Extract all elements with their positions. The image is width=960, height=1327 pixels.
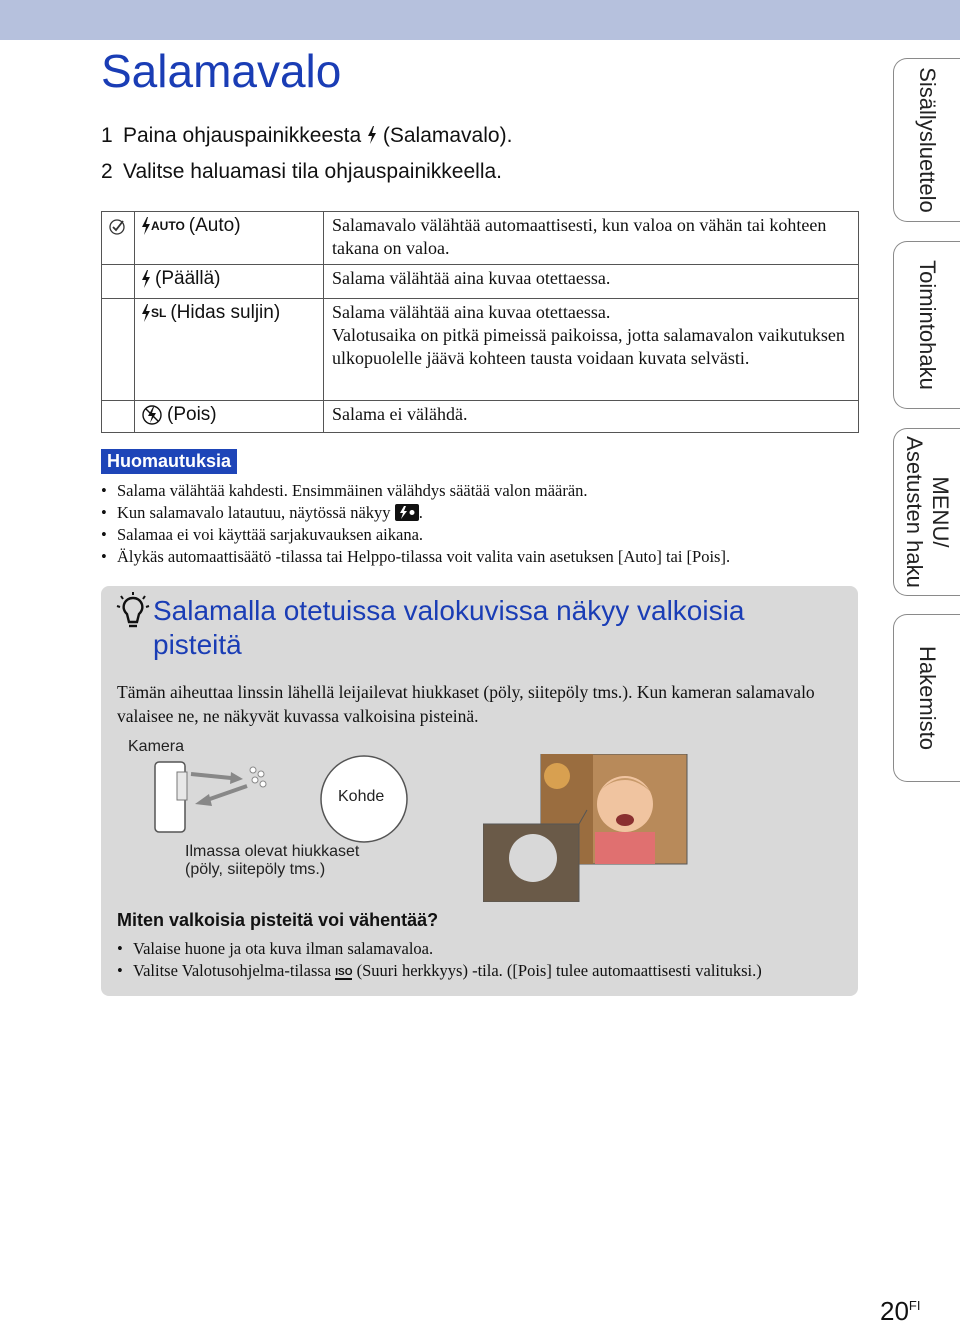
checkmark-icon bbox=[106, 216, 128, 238]
mode-label: (Pois) bbox=[167, 404, 217, 425]
table-row bbox=[102, 212, 859, 265]
lightbulb-icon bbox=[115, 592, 151, 632]
tab-label: Toimintohaku bbox=[915, 260, 940, 390]
page-language: FI bbox=[908, 1298, 921, 1313]
flash-auto-icon-text: AUTO bbox=[151, 219, 185, 233]
flash-icon bbox=[367, 126, 377, 144]
flash-charging-icon bbox=[395, 504, 419, 521]
iso-icon: ISO bbox=[335, 967, 353, 978]
tab-sisallysluettelo[interactable] bbox=[893, 58, 960, 222]
header-bar bbox=[0, 0, 960, 40]
tip-text: Tämän aiheuttaa linssin lähellä leijailevat hiukkaset (pöly, siitepöly tms.). Kun kameran salamavalo valaisee ne, ne näkyvät kuvassa valkoisina pisteinä. bbox=[117, 682, 815, 726]
list-item: • Salama välähtää kahdesti. Ensimmäinen välähdys säätää valon määrän. bbox=[101, 480, 730, 502]
flash-on-icon bbox=[141, 270, 151, 288]
table-row bbox=[102, 401, 859, 433]
page-number-value: 20 bbox=[880, 1296, 909, 1326]
flash-light-arrows bbox=[187, 762, 267, 810]
list-item-text: Valitse Valotusohjelma-tilassa bbox=[133, 961, 332, 980]
step-1 bbox=[101, 124, 512, 148]
tab-label: Sisällysluettelo bbox=[915, 67, 940, 213]
step-number: 1 bbox=[101, 124, 113, 147]
list-item bbox=[117, 960, 762, 984]
list-item: • Valaise huone ja ota kuva ilman salamavaloa. bbox=[117, 938, 762, 960]
mode-desc: Salamavalo välähtää automaattisesti, kun valoa on vähän tai kohteen takana on valoa. bbox=[324, 212, 859, 265]
list-item-text: Kun salamavalo latautuu, näytössä näkyy bbox=[117, 503, 391, 522]
particles-label-line: (pöly, siitepöly tms.) bbox=[185, 861, 326, 878]
default-cell bbox=[102, 212, 135, 265]
camera-illustration bbox=[151, 760, 191, 834]
mode-label: (Hidas suljin) bbox=[170, 302, 281, 323]
mode-desc: Salama välähtää aina kuvaa otettaessa. bbox=[324, 265, 859, 299]
mode-desc-line: Valotusaika on pitkä pimeissä paikoissa, jotta salamavalon vaikutuksen ulkopuolelle jäävä kohteen tausta voidaan kuvata selvästi. bbox=[332, 325, 845, 368]
flash-mode-table bbox=[101, 211, 859, 433]
tab-hakemisto[interactable] bbox=[893, 614, 960, 782]
mode-desc-line: Salama välähtää aina kuvaa otettaessa. bbox=[332, 302, 611, 322]
mode-cell bbox=[135, 401, 324, 433]
list-item-text-end: (Suuri herkkyys) -tila. ([Pois] tulee automaattisesti valituksi.) bbox=[356, 961, 762, 980]
step-2 bbox=[101, 160, 502, 184]
list-item: • Älykäs automaattisäätö -tilassa tai Helppo-tilassa voit valita vain asetuksen [Auto] tai [Pois]. bbox=[101, 546, 730, 568]
particles-label-line: Ilmassa olevat hiukkaset bbox=[185, 843, 360, 860]
mode-desc: Salama ei välähdä. bbox=[324, 401, 859, 433]
flash-auto-icon bbox=[141, 217, 185, 235]
list-item bbox=[101, 502, 730, 524]
flash-slow-sync-icon bbox=[141, 304, 166, 322]
page-title: Salamavalo bbox=[101, 45, 342, 97]
notes-heading: Huomautuksia bbox=[101, 449, 237, 474]
howto-list bbox=[117, 938, 762, 984]
tab-label: MENU/ Asetusten haku bbox=[902, 436, 953, 588]
flash-off-icon bbox=[141, 404, 163, 426]
list-item-text-end: . bbox=[418, 503, 423, 522]
howto-heading: Miten valkoisia pisteitä voi vähentää? bbox=[117, 910, 439, 930]
tip-box bbox=[101, 586, 858, 996]
subject-label: Kohde bbox=[338, 788, 385, 805]
step-text: Valitse haluamasi tila ohjauspainikkeella. bbox=[123, 160, 502, 183]
tab-toimintohaku[interactable] bbox=[893, 241, 960, 409]
notes-list bbox=[101, 480, 730, 568]
tab-label: Hakemisto bbox=[915, 646, 940, 750]
list-item: • Salamaa ei voi käyttää sarjakuvauksen aikana. bbox=[101, 524, 730, 546]
mode-label: (Auto) bbox=[188, 215, 241, 236]
particles-label bbox=[185, 843, 359, 879]
camera-label: Kamera bbox=[128, 738, 185, 755]
table-row bbox=[102, 299, 859, 401]
step-text-end: (Salamavalo). bbox=[382, 124, 513, 147]
mode-cell bbox=[135, 212, 324, 265]
table-row bbox=[102, 265, 859, 299]
mode-desc bbox=[324, 299, 859, 401]
page-number bbox=[880, 1296, 920, 1327]
flash-slow-sync-icon-text: SL bbox=[151, 306, 167, 320]
mode-cell bbox=[135, 265, 324, 299]
sample-photos bbox=[483, 754, 689, 902]
mode-label: (Päällä) bbox=[155, 268, 221, 289]
step-number: 2 bbox=[101, 160, 113, 183]
mode-cell bbox=[135, 299, 324, 401]
step-text: Paina ohjauspainikkeesta bbox=[123, 124, 362, 147]
tab-menu-asetusten-haku[interactable] bbox=[893, 428, 960, 596]
tip-title: Salamalla otetuissa valokuvissa näkyy valkoisia pisteitä bbox=[153, 595, 745, 660]
